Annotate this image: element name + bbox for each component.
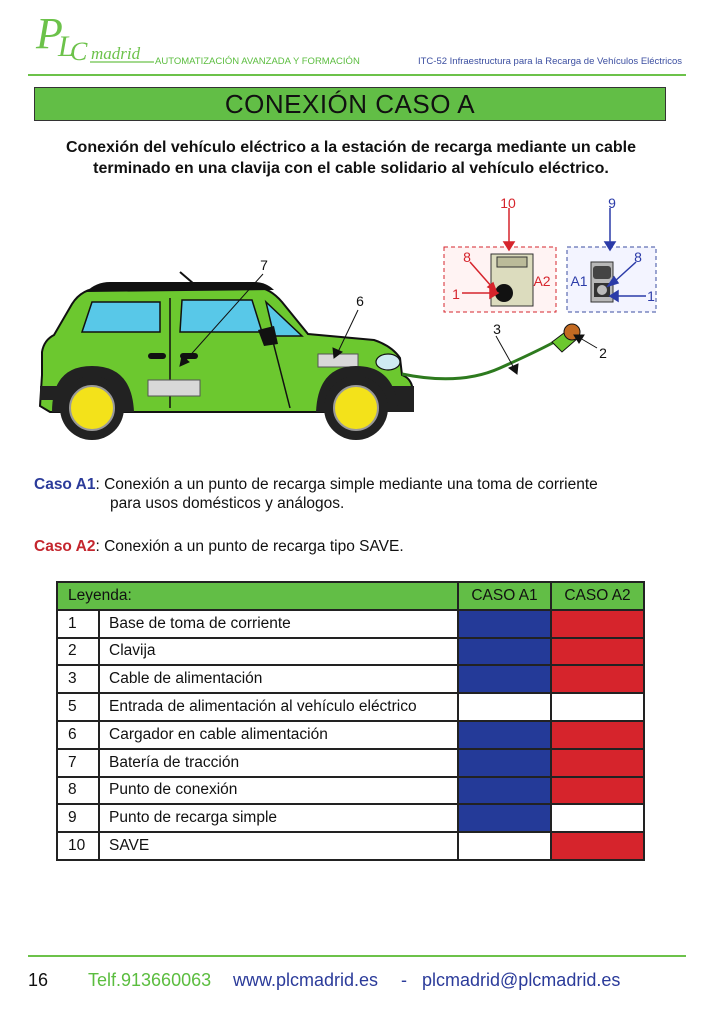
row-number: 2	[57, 638, 99, 666]
case-a2-label: Caso A2	[34, 538, 96, 555]
row-description: Entrada de alimentación al vehículo eléctrico	[99, 693, 458, 721]
case-a2-cell	[551, 832, 644, 860]
table-row	[57, 749, 644, 777]
footer-email-link[interactable]: plcmadrid@plcmadrid.es	[422, 970, 621, 990]
row-number: 9	[57, 804, 99, 832]
row-description: Punto de conexión	[99, 777, 458, 805]
callout-6: 6	[356, 293, 364, 309]
table-row	[57, 721, 644, 749]
callout-7: 7	[260, 257, 268, 273]
table-row	[57, 610, 644, 638]
case-a2-cell	[551, 665, 644, 693]
table-row	[57, 832, 644, 860]
row-description: SAVE	[99, 832, 458, 860]
callout-8-a1: 8	[634, 249, 642, 265]
callout-1-a2: 1	[452, 286, 460, 302]
callout-9: 9	[608, 195, 616, 211]
row-description: Base de toma de corriente	[99, 610, 458, 638]
case-a2-cell	[551, 693, 644, 721]
case-a1-cell	[458, 832, 551, 860]
case-a2-text: : Conexión a un punto de recarga tipo SAVE.	[95, 538, 404, 555]
callout-10: 10	[500, 195, 516, 211]
legend-col-a2: CASO A2	[551, 582, 644, 610]
case-a1-description	[34, 474, 598, 495]
row-description: Cable de alimentación	[99, 665, 458, 693]
document-reference: ITC-52 Infraestructura para la Recarga de Vehículos Eléctricos	[417, 56, 682, 67]
svg-text:C: C	[70, 37, 88, 66]
case-a2-cell	[551, 638, 644, 666]
row-description: Punto de recarga simple	[99, 804, 458, 832]
row-description: Clavija	[99, 638, 458, 666]
page-title: CONEXIÓN CASO A	[224, 88, 476, 119]
row-number: 3	[57, 665, 99, 693]
row-number: 1	[57, 610, 99, 638]
svg-text:P: P	[36, 9, 63, 58]
footer-divider	[28, 955, 686, 957]
case-a2-cell	[551, 804, 644, 832]
case-a2-cell	[551, 721, 644, 749]
case-a2-cell	[551, 749, 644, 777]
legend-col-a1: CASO A1	[458, 582, 551, 610]
case-a1-text: : Conexión a un punto de recarga simple mediante una toma de corriente	[95, 476, 598, 493]
callout-a2: A2	[533, 273, 551, 289]
legend-header: Leyenda:	[57, 582, 458, 610]
row-number: 10	[57, 832, 99, 860]
callout-a1: A1	[570, 273, 588, 289]
case-a1-cell	[458, 749, 551, 777]
subtitle: Conexión del vehículo eléctrico a la estación de recarga mediante un cable terminado en una clavija con el cable solidario al vehículo eléctrico.	[66, 139, 636, 177]
row-description: Batería de tracción	[99, 749, 458, 777]
footer-phone: Telf.913660063	[88, 970, 212, 990]
row-number: 6	[57, 721, 99, 749]
case-a1-cell	[458, 610, 551, 638]
case-a2-description	[34, 536, 404, 557]
case-a2-cell	[551, 610, 644, 638]
plcmadrid-logo	[34, 4, 159, 68]
row-description: Cargador en cable alimentación	[99, 721, 458, 749]
case-a1-cell	[458, 777, 551, 805]
callout-1-a1: 1	[647, 288, 655, 304]
case-a2-cell	[551, 777, 644, 805]
charging-illustration	[30, 190, 690, 460]
footer-website-link[interactable]: www.plcmadrid.es	[233, 970, 379, 990]
callout-3: 3	[493, 321, 501, 337]
tagline: AUTOMATIZACIÓN AVANZADA Y FORMACIÓN	[155, 56, 360, 67]
footer-separator: -	[401, 970, 407, 990]
case-a1-cell	[458, 665, 551, 693]
table-row	[57, 777, 644, 805]
page-number: 16	[28, 970, 49, 990]
legend-table	[56, 581, 645, 861]
case-a1-label: Caso A1	[34, 476, 96, 493]
table-row	[57, 693, 644, 721]
row-number: 8	[57, 777, 99, 805]
callout-2: 2	[599, 345, 607, 361]
case-a1-cell	[458, 638, 551, 666]
legend-header-row	[57, 582, 644, 610]
case-a1-cell	[458, 721, 551, 749]
row-number: 7	[57, 749, 99, 777]
case-a1-text-line2: para usos domésticos y análogos.	[110, 495, 345, 512]
callout-8-a2: 8	[463, 249, 471, 265]
header-divider	[28, 74, 686, 76]
case-a1-cell	[458, 693, 551, 721]
table-row	[57, 665, 644, 693]
table-row	[57, 804, 644, 832]
page-title-box	[34, 87, 666, 121]
svg-text:L: L	[58, 30, 75, 63]
svg-text:madrid: madrid	[91, 44, 141, 63]
table-row	[57, 638, 644, 666]
case-a1-cell	[458, 804, 551, 832]
row-number: 5	[57, 693, 99, 721]
